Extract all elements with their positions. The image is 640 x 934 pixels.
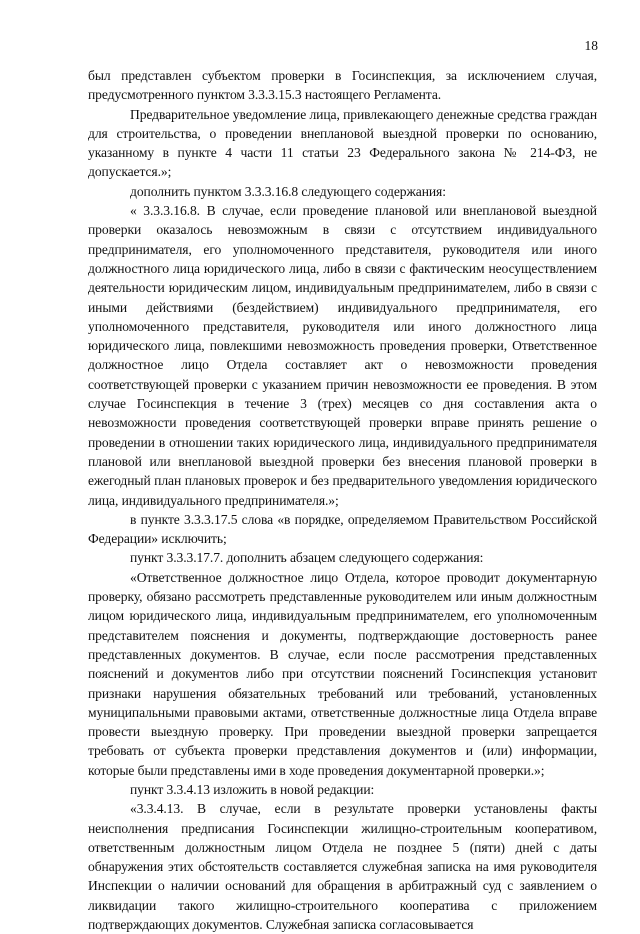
paragraph: в пункте 3.3.3.17.5 слова «в порядке, определяемом Правительством Российской Федерации» исключить; [88,511,597,547]
paragraph: «Ответственное должностное лицо Отдела, которое проводит документарную проверку, обязано рассмотреть представленные руководителем или иным должностным лицом юридического лица, индивидуальным предпринимателем, его уполномоченным представителем пояснения и документы, подтверждающие достоверность ранее представленных документов. В случае, если после рассмотрения представленных пояснений и документов либо при отсутствии пояснений Госинспекция установит признаки нарушения обязательных требований или требований, установленных муниципальными правовыми актами, ответственные должностные лица Отдела вправе провести выездную проверку. При проведении выездной проверки запрещается требовать от субъекта проверки представления документов и (или) информации, которые были представлены ими в ходе проведения документарной проверки.»; [88,569,597,778]
paragraph: дополнить пунктом 3.3.3.16.8 следующего содержания: [130,183,446,199]
paragraph: « 3.3.3.16.8. В случае, если проведение плановой или внеплановой выездной проверки оказалось невозможным в связи с отсутствием индивидуального предпринимателя, его уполномоченного представителя, руководителя или иного должностного лица юридического лица, либо в связи с фактическим неосуществлением деятельности юридическим лицом, индивидуальным предпринимателем, либо в связи с иными действиями (бездействием) индивидуального предпринимателя, его уполномоченного представителя, руководителя или иного должностного лица юридического лица, повлекшими невозможность проведения проверки, Ответственное должностное лицо Отдела составляет акт о невозможности проведения соответствующей проверки с указанием причин невозможности ее проведения. В этом случае Госинспекция в течение 3 (трех) месяцев со дня составления акта о невозможности проведения соответствующей проверки вправе принять решение о проведении в отношении таких юридического лица, индивидуального предпринимателя плановой или внеплановой выездной проверки без внесения плановой проверки в ежегодный план плановых проверок и без предварительного уведомления юридического лица, индивидуального предпринимателя.»; [88,203,597,508]
document-body [88,66,597,934]
paragraph: пункт 3.3.3.17.7. дополнить абзацем следующего содержания: [130,550,484,566]
paragraph: пункт 3.3.4.13 изложить в новой редакции: [130,781,375,797]
paragraph: был представлен субъектом проверки в Госинспекция, за исключением случая, предусмотренного пунктом 3.3.3.15.3 настоящего Регламента. [88,68,597,103]
page-number: 18 [584,38,598,53]
paragraph: Предварительное уведомление лица, привлекающего денежные средства граждан для строительства, о проведении внеплановой выездной проверки по основанию, указанному в пункте 4 части 11 статьи 23 Федерального закона № 214-ФЗ, не допускается.»; [88,106,597,180]
paragraph: «3.3.4.13. В случае, если в результате проверки установлены факты неисполнения предписания Госинспекции жилищно-строительным кооперативом, ответственным должностным лицом Отдела не позднее 5 (пяти) дней с даты обнаружения этих обстоятельств составляется служебная записка на имя руководителя Инспекции о наличии оснований для обращения в арбитражный суд с заявлением о ликвидации такого жилищно-строительного кооператива с приложением подтверждающих документов. Служебная записка согласовывается [88,801,597,933]
